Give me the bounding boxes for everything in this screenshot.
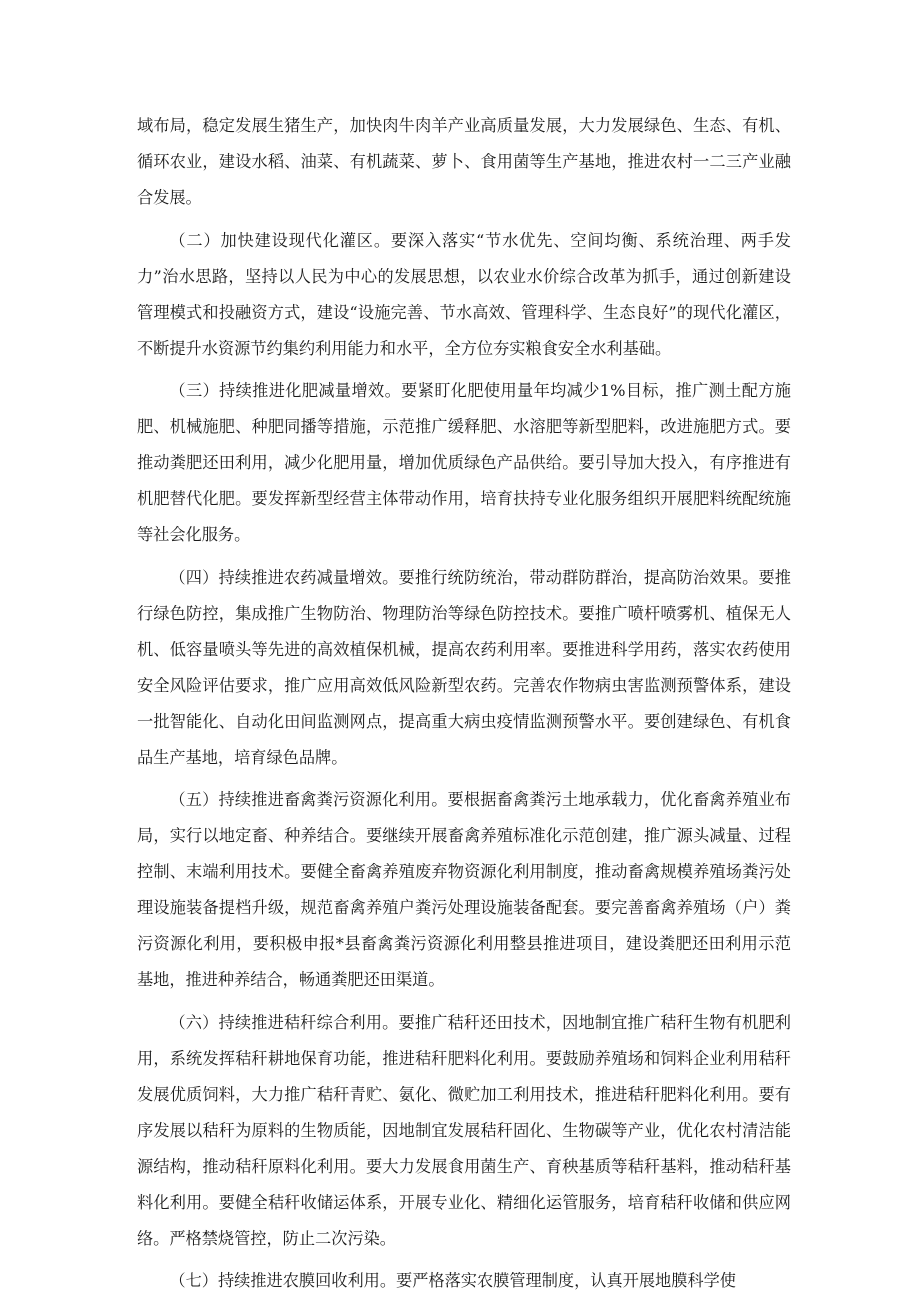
paragraph-7: （七）持续推进农膜回收利用。要严格落实农膜管理制度，认真开展地膜科学使: [169, 1271, 736, 1290]
document-body: [137, 108, 791, 1306]
paragraph-6: （六）持续推进秸秆综合利用。要推广秸秆还田技术，因地制宜推广秸秆生物有机肥利用，系统发挥秸秆耕地保育功能，推进秸秆肥料化利用。要鼓励养殖场和饲料企业利用秸秆发展优质饲料，大力推广秸秆青贮、氨化、微贮加工利用技术，推进秸秆肥料化利用。要有序发展以秸秆为原料的生物质能，因地制宜发展秸秆固化、生物碳等产业，优化农村清洁能源结构，推动秸秆原料化利用。要大力发展食用菌生产、育秧基质等秸秆基料，推动秸秆基料化利用。要健全秸秆收储运体系，开展专业化、精细化运管服务，培育秸秆收储和供应网络。严格禁烧管控，防止二次污染。: [137, 1012, 791, 1248]
paragraph-2: （二）加快建设现代化灌区。要深入落实“节水优先、空间均衡、系统治理、两手发力”治水思路，坚持以人民为中心的发展思想，以农业水价综合改革为抓手，通过创新建设管理模式和投融资方式，建设“设施完善、节水高效、管理科学、生态良好”的现代化灌区，不断提升水资源节约集约利用能力和水平，全方位夯实粮食安全水利基础。: [137, 230, 791, 358]
paragraph-5: （五）持续推进畜禽粪污资源化利用。要根据畜禽粪污土地承载力，优化畜禽养殖业布局，实行以地定畜、种养结合。要继续开展畜禽养殖标准化示范创建，推广源头减量、过程控制、末端利用技术。要健全畜禽养殖废弃物资源化利用制度，推动畜禽规模养殖场粪污处理设施装备提档升级，规范畜禽养殖户粪污处理设施装备配套。要完善畜禽养殖场（户）粪污资源化利用，要积极申报*县畜禽粪污资源化利用整县推进项目，建设粪肥还田利用示范基地，推进种养结合，畅通粪肥还田渠道。: [137, 790, 791, 989]
paragraph-1: 域布局，稳定发展生猪生产，加快肉牛肉羊产业高质量发展，大力发展绿色、生态、有机、循环农业，建设水稻、油菜、有机蔬菜、萝卜、食用菌等生产基地，推进农村一二三产业融合发展。: [137, 116, 791, 207]
paragraph-4: （四）持续推进农药减量增效。要推行统防统治，带动群防群治，提高防治效果。要推行绿色防控，集成推广生物防治、物理防治等绿色防控技术。要推广喷杆喷雾机、植保无人机、低容量喷头等先进的高效植保机械，提高农药利用率。要推进科学用药，落实农药使用安全风险评估要求，推广应用高效低风险新型农药。完善农作物病虫害监测预警体系，建设一批智能化、自动化田间监测网点，提高重大病虫疫情监测预警水平。要创建绿色、有机食品生产基地，培育绿色品牌。: [137, 567, 791, 767]
paragraph-3: （三）持续推进化肥减量增效。要紧盯化肥使用量年均减少1%目标，推广测土配方施肥、机械施肥、种肥同播等措施，示范推广缓释肥、水溶肥等新型肥料，改进施肥方式。要推动粪肥还田利用，减少化肥用量，增加优质绿色产品供给。要引导加大投入，有序推进有机肥替代化肥。要发挥新型经营主体带动作用，培育扶持专业化服务组织开展肥料统配统施等社会化服务。: [137, 381, 791, 544]
